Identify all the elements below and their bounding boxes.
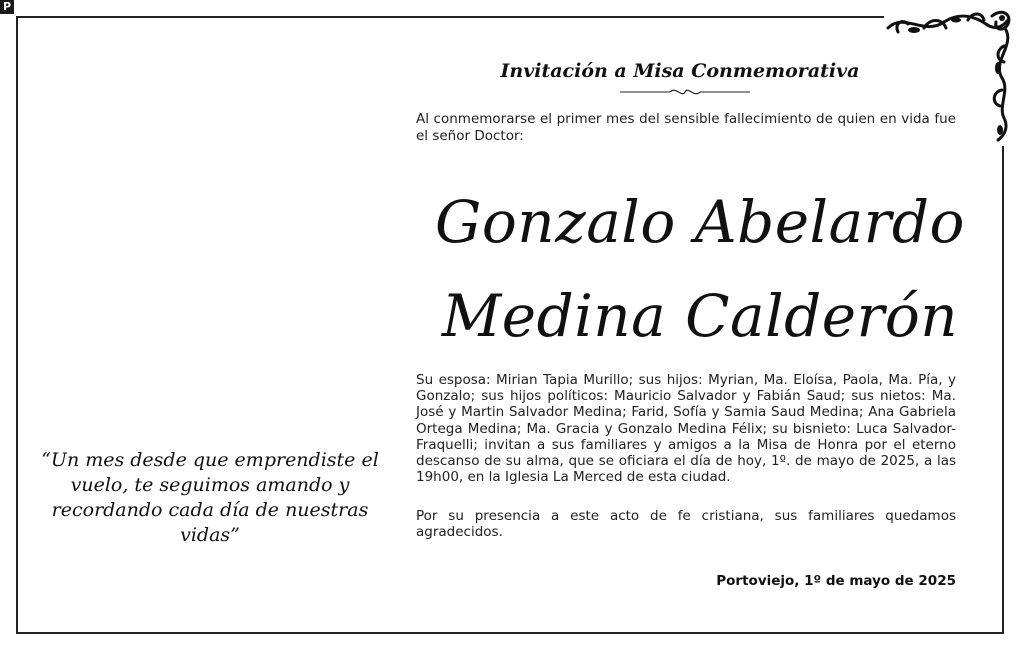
closing-paragraph: Por su presencia a este acto de fe cristiana, sus familiares quedamos agradecidos. bbox=[416, 508, 956, 541]
deceased-first-names: Gonzalo Abelardo bbox=[435, 188, 965, 256]
corner-badge: P bbox=[0, 0, 14, 14]
place-date-signature: Portoviejo, 1º de mayo de 2025 bbox=[716, 573, 956, 589]
intro-paragraph: Al conmemorarse el primer mes del sensible fallecimiento de quien en vida fue el señor Doctor: bbox=[416, 111, 956, 144]
deceased-surnames: Medina Calderón bbox=[441, 282, 959, 350]
family-paragraph: Su esposa: Mirian Tapia Murillo; sus hijos: Myrian, Ma. Eloísa, Paola, Ma. Pía, y Gonzalo; sus hijos políticos: Mauricio Salvador y Fabián Saud; sus nietos: Ma. José y Martin Salvador Medina; Farid, Sofía y Samia Saud Medina; Ana Gabriela Ortega Medina; Ma. Gracia y Gonzalo Medina Félix; su bisnieto: Luca Salvador-Fraquelli; invitan a sus familiares y amigos a la Misa de Honra por el eterno descanso de su alma, que se oficiara el día de hoy, 1º. de mayo de 2025, a las 19h00, en la Iglesia La Merced de esta ciudad. bbox=[416, 372, 956, 486]
memorial-quote: “Un mes desde que emprendiste el vuelo, te seguimos amando y recordando cada día de nuestras vidas” bbox=[41, 449, 379, 546]
invitation-title: Invitación a Misa Conmemorativa bbox=[500, 60, 860, 82]
title-flourish-icon bbox=[620, 86, 750, 98]
portrait-photo bbox=[30, 55, 350, 425]
